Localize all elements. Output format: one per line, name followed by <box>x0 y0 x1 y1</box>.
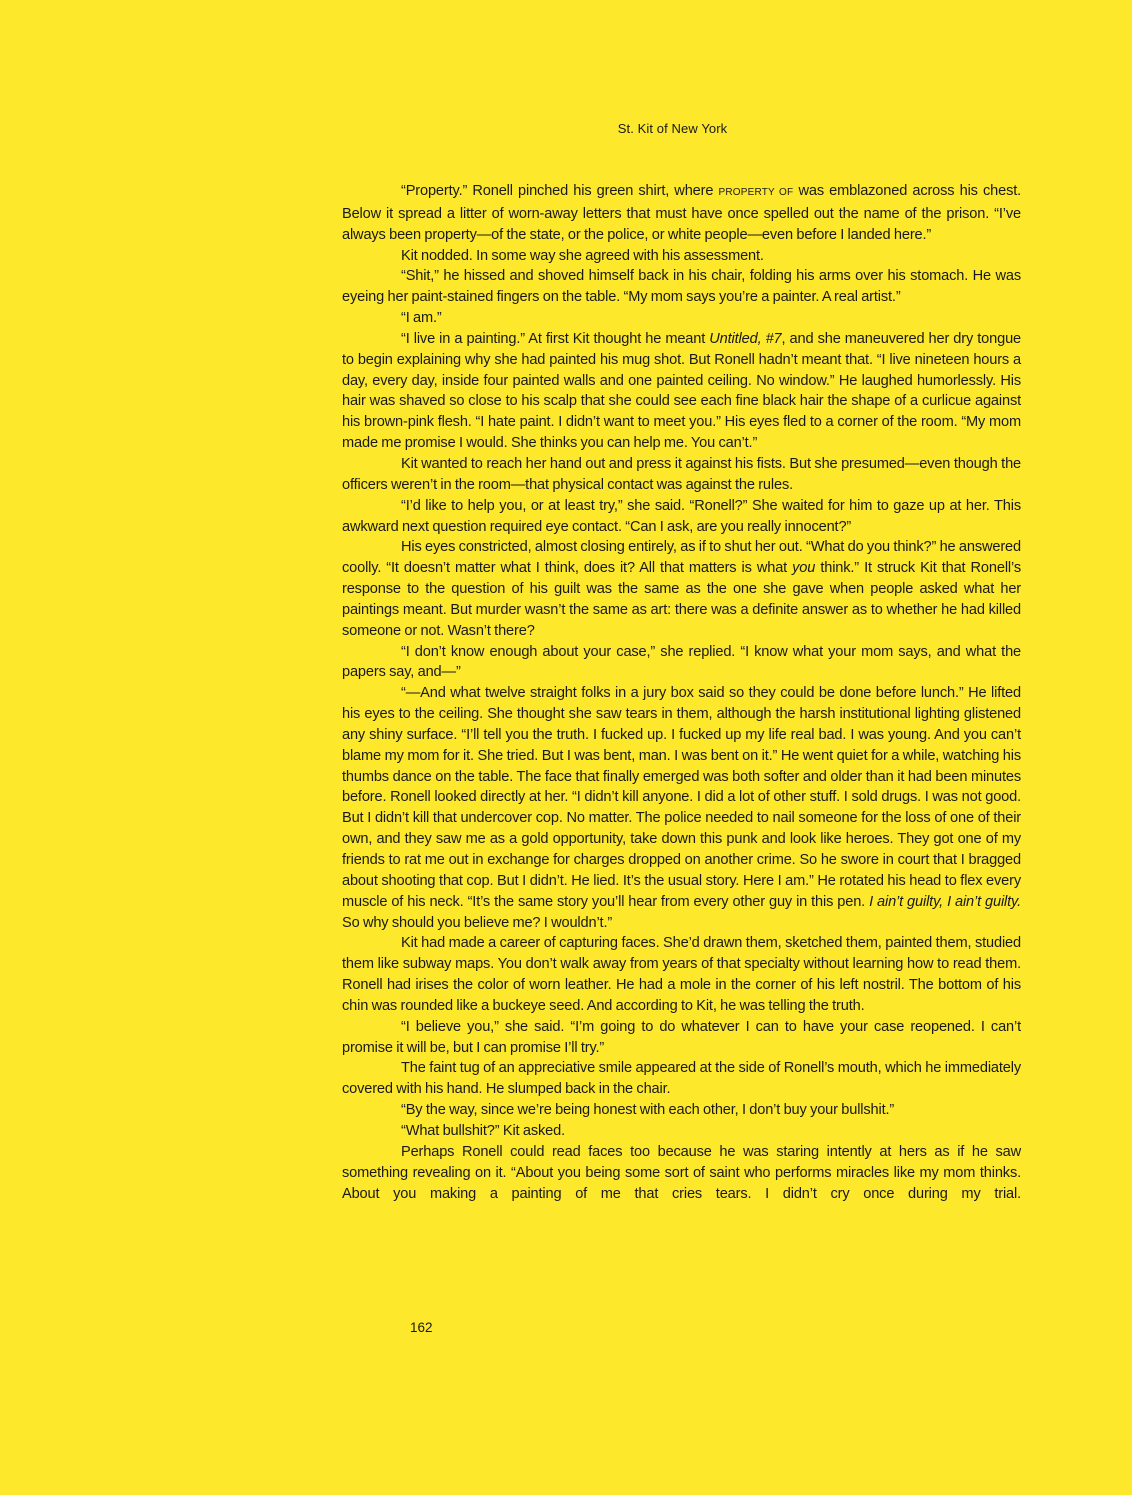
paragraph: “Shit,” he hissed and shoved himself back in his chair, folding his arms over his stomach. He was eyeing her paint-stained fingers on the table. “My mom says you’re a painter. A real artist.” <box>342 268 1021 306</box>
paragraph: “I am.” <box>401 310 442 327</box>
paragraph: Perhaps Ronell could read faces too because he was staring intently at hers as if he saw something revealing on it. “About you being some sort of saint who performs miracles like my mom thinks. About you making a painting of me that cries tears. I didn’t cry once during my trial. <box>342 1143 1021 1202</box>
italic-quote: I ain’t guilty, I ain’t guilty. <box>869 893 1022 910</box>
paragraph: Kit had made a career of capturing faces. She’d drawn them, sketched them, painted them, studied them like subway maps. You don’t walk away from years of that specialty without learning how to read them. Ronell had irises the color of worn leather. He had a mole in the corner of his left nostril. The bottom of his chin was rounded like a buckeye seed. And according to Kit, he was telling the truth. <box>342 935 1021 1014</box>
paragraph: His eyes constricted, almost closing entirely, as if to shut her out. “What do you think?” he answered coolly. “It doesn’t matter what I think, does it? All that matters is what you think.” It struck Kit that Ronell’s response to the question of his guilt was the same as the one she gave when people asked what her paintings meant. But murder wasn’t the same as art: there was a definite answer as to whether he had killed someone or not. Wasn’t there? <box>342 539 1021 639</box>
paragraph: “What bullshit?” Kit asked. <box>401 1122 565 1139</box>
italic-emphasis: you <box>792 560 816 577</box>
paragraph: Kit nodded. In some way she agreed with his assessment. <box>401 247 764 264</box>
paragraph: “I’d like to help you, or at least try,” she said. “Ronell?” She waited for him to gaze up at her. This awkward next question required eye contact. “Can I ask, are you really innocent?” <box>342 497 1021 535</box>
running-head: St. Kit of New York <box>617 121 728 136</box>
paragraph: “I believe you,” she said. “I’m going to do whatever I can to have your case reopened. I can’t promise it will be, but I can promise I’ll try.” <box>342 1018 1021 1056</box>
paragraph: The faint tug of an appreciative smile appeared at the side of Ronell’s mouth, which he immediately covered with his hand. He slumped back in the chair. <box>342 1060 1021 1098</box>
small-caps-text: PROPERTY OF <box>718 187 794 198</box>
paragraph: “I don’t know enough about your case,” she replied. “I know what your mom says, and what the papers say, and—” <box>342 643 1021 681</box>
paragraph: “—And what twelve straight folks in a jury box said so they could be done before lunch.” He lifted his eyes to the ceiling. She thought she saw tears in them, although the harsh institutional lighting glistened any shiny surface. “I’ll tell you the truth. I fucked up. I fucked up my life real bad. I was young. And you can’t blame my mom for it. She tried. But I was bent, man. I was bent on it.” He went quiet for a while, watching his thumbs dance on the table. The face that finally emerged was both softer and older than it had been minutes before. Ronell looked directly at her. “I didn’t kill anyone. I did a lot of other stuff. I sold drugs. I was not good. But I didn’t kill that undercover cop. No matter. The police needed to nail someone for the loss of one of their own, and they saw me as a gold opportunity, take down this punk and look like heroes. They got one of my friends to rat me out in exchange for charges dropped on another crime. So he swore in court that I bragged about shooting that cop. But I didn’t. He lied. It’s the usual story. Here I am.” He rotated his head to flex every muscle of his neck. “It’s the same story you’ll hear from every other guy in this pen. I ain’t guilty, I ain’t guilty. So why should you believe me? I wouldn’t.” <box>342 685 1022 931</box>
paragraph: “By the way, since we’re being honest with each other, I don’t buy your bullshit.” <box>401 1102 895 1119</box>
paragraph: “I live in a painting.” At first Kit thought he meant Untitled, #7, and she maneuvered her dry tongue to begin explaining why she had painted his mug shot. But Ronell hadn’t meant that. “I live nineteen hours a day, every day, inside four painted walls and one painted ceiling. No window.” He laughed humorlessly. His hair was shaved so close to his scalp that she could see each fine black hair the shape of a curlicue against his brown-pink flesh. “I hate paint. I didn’t want to meet you.” His eyes fled to a corner of the room. “My mom made me promise I would. She thinks you can help me. You can’t.” <box>342 330 1021 452</box>
italic-title: Untitled, #7 <box>709 330 782 347</box>
page-number: 162 <box>410 1320 433 1335</box>
body-text <box>342 181 1021 1204</box>
paragraph: Kit wanted to reach her hand out and press it against his fists. But she presumed—even though the officers weren’t in the room—that physical contact was against the rules. <box>342 455 1021 493</box>
paragraph: “Property.” Ronell pinched his green shirt, where PROPERTY OF was emblazoned across his chest. Below it spread a litter of worn-away letters that must have once spelled out the name of the prison. “I’ve always been property—of the state, or the police, or white people—even before I landed here.” <box>342 183 1022 243</box>
